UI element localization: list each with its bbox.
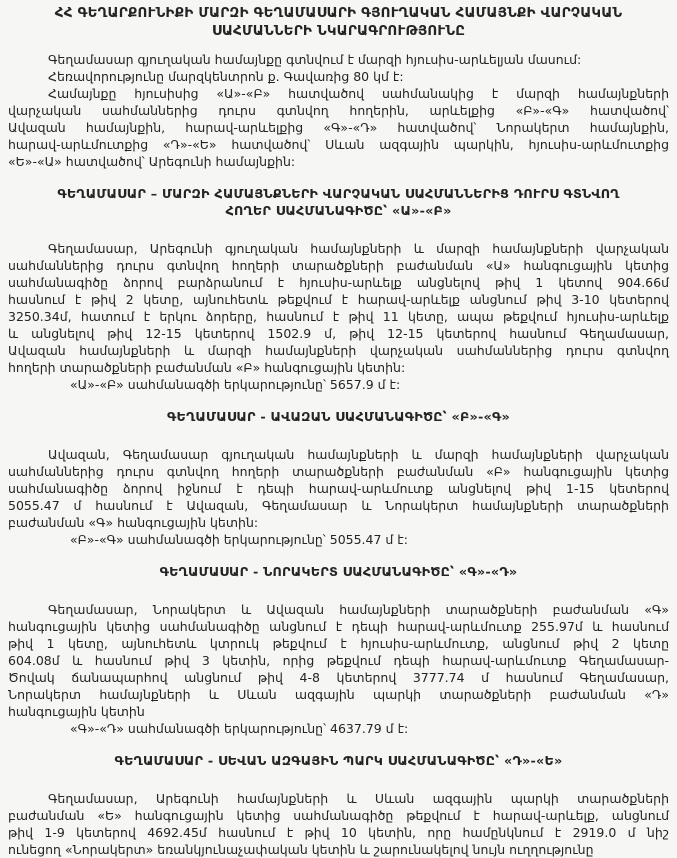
paragraph-line: սահմաններից դուրս գտնվող հողերի տարածքների բաժանման «Ա» հանգուցային կետից [8,258,669,273]
paragraph-line: բաժանման «Ե» հանգուցային կետից սահմանագիծը թեքվում է հարավ-արևելք, անցնում [8,808,669,823]
paragraph-line: վարչական սահմաններից դուրս գտնվող հողերին, արևելքից «Բ»-«Գ» հատվածով՝ [8,103,669,118]
document-content [8,5,669,858]
paragraph-line: հանգուցային կետից սահմանագիծը անցնում է դեպի հարավ-արևմուտք 255.97մ և հասնում [8,619,669,634]
paragraph-line: թիվ 1 կետը, այնուհետև կտրուկ թեքվում է հյուսիս-արևմուտք, անցնում թիվ 2 կետը [8,636,669,651]
paragraph-line: Գեղամասար, Նորակերտ և Ավազան համայնքների տարածքների բաժանման «Գ» [48,602,669,617]
paragraph-line: թիվ 1-9 կետերով 4692.45մ հասնում է թիվ 10 կետին, որը համընկնում է 2919.0 մ նիշ [8,825,669,840]
paragraph-line: Գեղամասար, Արեգունի համայնքների և Սևան ազգային պարկի տարածքների [48,791,669,806]
boundary-length-note: «Ա»-«Բ» սահմանագծի երկարությունը՝ 5657.9 մ է: [70,377,401,392]
heading-line: ԳԵՂԱՄԱՍԱՐ - ԱՎԱԶԱՆ ՍԱՀՄԱՆԱԳԻԾԸ՝ «Բ»-«Գ» [167,410,510,425]
paragraph [8,68,669,85]
paragraph-line: բաժանման «Գ» հանգուցային կետին: [8,515,259,530]
paragraph [8,446,669,531]
title-line: ՀՀ ԳԵՂԱՐՔՈՒՆԻՔԻ ՄԱՐԶԻ ԳԵՂԱՄԱՍԱՐԻ ԳՅՈՒՂԱԿԱՆ ՀԱՄԱՅՆՔԻ ՎԱՐՉԱԿԱՆ [54,5,623,21]
paragraph-line: «Ե»-«Ա» հատվածով՝ Արեգունի համայնքին: [8,154,296,169]
section-heading [8,753,669,770]
paragraph-line: հարավ-արևմուտքից «Դ»-«Ե» հատվածով՝ Սևան ազգային պարկին, հյուսիս-արևմուտքից [8,137,669,152]
paragraph-line: Ավազան համայնքին, հարավ-արևելքից «Գ»-«Դ» հատվածով՝ Նորակերտ համայնքին, [8,120,669,135]
boundary-length-note: «Բ»-«Գ» սահմանագծի երկարությունը՝ 5055.47 մ է: [70,532,408,547]
document-title [8,5,669,40]
boundary-length-note: «Գ»-«Դ» սահմանագծի երկարությունը՝ 4637.79 մ է: [70,721,409,736]
paragraph-line: սահմաններից դուրս գտնվող հողերի տարածքների բաժանման «Բ» հանգուցային կետից [8,464,669,479]
paragraph-line: Նորակերտ համայնքների և Սևան ազգային պարկի տարածքների բաժանման «Դ» [8,687,669,702]
paragraph [8,790,669,858]
section-heading [8,409,669,426]
paragraph [8,85,669,170]
paragraph-line: Ավազան համայնքների և մարզի համայնքների վարչական սահմաններից դուրս գտնվող [8,343,669,358]
paragraph-line: ունեցող «Նորակերտ» եռանկյունաչափական կետին և շարունակելով նույն ուղղությունը [8,842,594,857]
paragraph [8,601,669,720]
title-line: ՍԱՀՄԱՆՆԵՐԻ ՆԿԱՐԱԳՐՈՒԹՅՈՒՆԸ [211,22,466,39]
section-heading [8,186,669,220]
paragraph-line: Ծովակ ճանապարհով անցնում թիվ 4-8 կետերով 3777.74 մ հասնում Գեղամասար, [8,670,669,685]
paragraph-line: սահմանագիծը ձորով բարձրանում է հյուսիս-արևելք անցնելով թիվ 1 կետով 904.66մ [8,275,669,290]
paragraph-line: 5055.47 մ հասնում է Ավազան, Գեղամասար և Նորակերտ համայնքների տարածքների [8,498,669,513]
paragraph-line: Համայնքը հյուսիսից «Ա»-«Բ» հատվածով սահմանակից է մարզի համայնքների [48,86,669,101]
paragraph-line: հասնում է թիվ 2 կետը, այնուհետև թեքվում է հարավ-արևելք անցնում թիվ 3-10 կետերով [8,292,669,307]
paragraph-line: և անցնելով թիվ 12-15 կետերով 1502.9 մ, թիվ 12-15 կետերով հասնում Գեղամասար, [8,326,669,341]
paragraph-line: սահմանագիծը ձորով իջնում է դեպի հարավ-արևմուտք անցնելով թիվ 1-15 կետերով [8,481,669,496]
paragraph [8,51,669,68]
paragraph-line: 604.08մ և հասնում թիվ 3 կետին, որից թեքվում դեպի հարավ-արևմուտք Գեղամասար- [8,653,669,668]
section-heading [8,564,669,581]
paragraph-line: հանգուցային կետին [8,704,145,719]
paragraph-line: Գեղամասար գյուղական համայնքը գտնվում է մարզի հյուսիս-արևելյան մասում: [48,52,582,67]
paragraph-line: հողերի տարածքների բաժանման «Բ» հանգուցային կետին: [8,360,406,375]
paragraph-line: Գեղամասար, Արեգունի գյուղական համայնքների և մարզի համայնքների վարչական [48,241,669,256]
paragraph-line: Հեռավորությունը մարզկենտրոն ք. Գավառից 80 կմ է: [48,69,404,84]
heading-line: ԳԵՂԱՄԱՍԱՐ – ՄԱՐԶԻ ՀԱՄԱՅՆՔՆԵՐԻ ՎԱՐՉԱԿԱՆ ՍԱՀՄԱՆՆԵՐԻՑ ԴՈՒՐՍ ԳՏՆՎՈՂ [57,187,620,202]
paragraph-line: 3250.34մ, հատում է երկու ձորերը, հասնում է թիվ 11 կետը, ապա թեքվում հյուսիս-արևելք [8,309,669,324]
heading-line: ԳԵՂԱՄԱՍԱՐ - ՍԵՎԱՆ ԱԶԳԱՅԻՆ ՊԱՐԿ ՍԱՀՄԱՆԱԳԻԾԸ՝ «Դ»-«Ե» [114,754,563,769]
paragraph [8,240,669,376]
heading-line: ԳԵՂԱՄԱՍԱՐ - ՆՈՐԱԿԵՐՏ ՍԱՀՄԱՆԱԳԻԾԸ՝ «Գ»-«Դ» [159,565,518,580]
heading-line: ՀՈՂԵՐ ՍԱՀՄԱՆԱԳԻԾԸ՝ «Ա»-«Բ» [225,204,452,219]
paragraph-line: Ավազան, Գեղամասար գյուղական համայնքների և մարզի համայնքների վարչական [48,447,669,462]
